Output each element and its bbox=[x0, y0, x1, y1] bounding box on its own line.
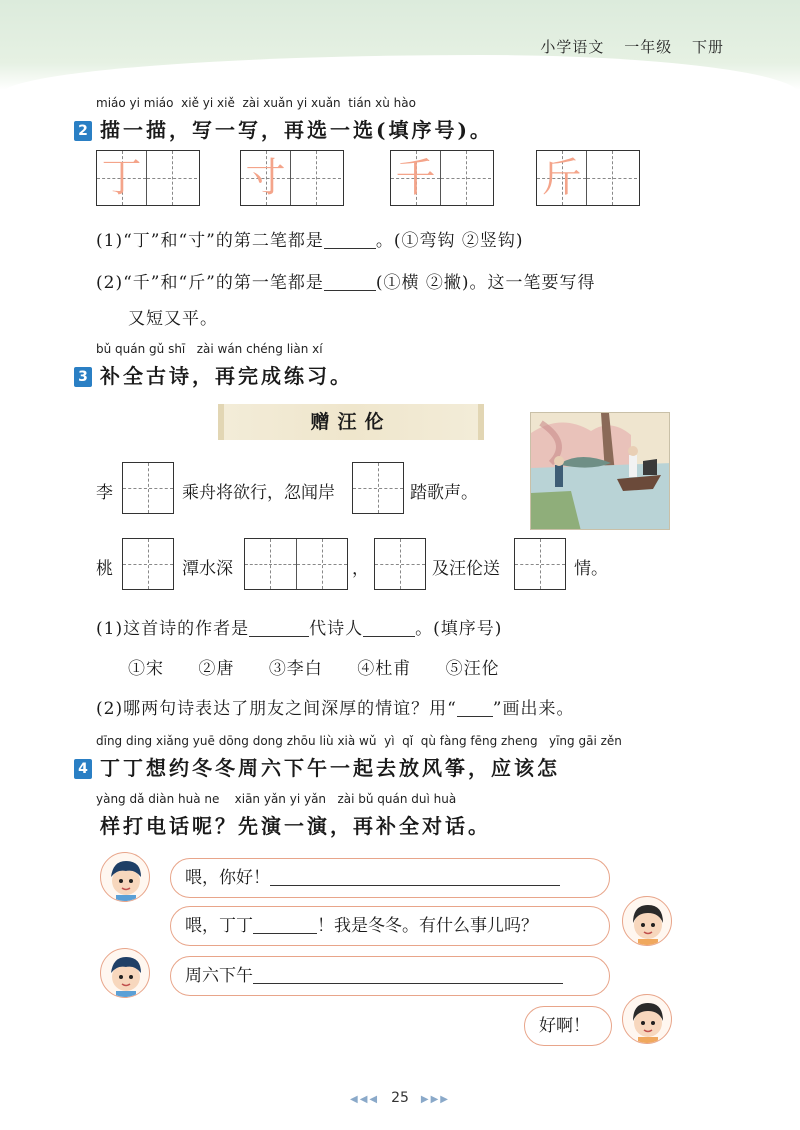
poem-blank-4[interactable] bbox=[244, 538, 348, 590]
tracing-grid-4[interactable] bbox=[536, 150, 640, 206]
dongdong-avatar-1 bbox=[622, 896, 672, 946]
q3-title-text: 补全古诗，再完成练习。 bbox=[100, 364, 353, 388]
poem-blank-6[interactable] bbox=[514, 538, 566, 590]
dialog-3-blank[interactable] bbox=[253, 966, 563, 984]
dialog-bubble-3: 周六下午 bbox=[170, 956, 610, 996]
q3-item-1-blank-2[interactable] bbox=[363, 619, 415, 637]
trace-char-4: 斤 bbox=[541, 155, 582, 201]
poem-line1-char-a: 李 bbox=[96, 483, 113, 503]
q4-pinyin-2: yàng dǎ diàn huà ne xiān yǎn yi yǎn zài bǔ quán duì huà bbox=[96, 792, 457, 806]
dialog-1-blank[interactable] bbox=[270, 868, 560, 886]
option-3: ③李白 bbox=[268, 659, 323, 679]
grade-label: 一年级 bbox=[624, 38, 673, 56]
q4-title-1 bbox=[74, 752, 560, 781]
dialog-bubble-4: 好啊！ bbox=[524, 1006, 612, 1046]
q3-title bbox=[74, 360, 353, 389]
q3-number-badge: 3 bbox=[74, 367, 92, 387]
book-info bbox=[526, 36, 724, 57]
poem-line2-text-e: 情。 bbox=[574, 559, 608, 579]
page-number: 25 bbox=[391, 1090, 409, 1106]
option-5: ⑤汪伦 bbox=[445, 659, 500, 679]
dialog-bubble-2: 喂，丁丁 ！我是冬冬。有什么事儿吗？ bbox=[170, 906, 610, 946]
dingding-avatar-2 bbox=[100, 948, 150, 998]
q2-item-1-blank[interactable] bbox=[324, 231, 376, 249]
tracing-grid-2[interactable] bbox=[240, 150, 344, 206]
page-footer bbox=[0, 1090, 800, 1106]
poem-blank-5[interactable] bbox=[374, 538, 426, 590]
poem-line2-text-b: 潭水深 bbox=[182, 559, 233, 579]
dongdong-avatar-2 bbox=[622, 994, 672, 1044]
q3-item-1-blank-1[interactable] bbox=[249, 619, 309, 637]
dingding-avatar-1 bbox=[100, 852, 150, 902]
q3-item-2: (2)哪两句诗表达了朋友之间深厚的情谊？用“ ”画出来。 bbox=[96, 699, 575, 719]
poem-line1-text-c: 踏歌声。 bbox=[410, 483, 478, 503]
poem-illustration bbox=[530, 412, 670, 530]
option-2: ②唐 bbox=[198, 659, 235, 679]
poem-blank-1[interactable] bbox=[122, 462, 174, 514]
boy-face-icon bbox=[101, 853, 150, 902]
girl-face-icon bbox=[623, 995, 672, 1044]
q3-pinyin: bǔ quán gǔ shī zài wán chéng liàn xí bbox=[96, 342, 323, 356]
q3-item-2-underline-sample bbox=[457, 699, 493, 717]
q2-pinyin: miáo yi miáo xiě yi xiě zài xuǎn yi xuǎn tián xù hào bbox=[96, 96, 416, 110]
option-1: ①宋 bbox=[128, 659, 164, 679]
right-arrows-icon: ▶▶▶ bbox=[420, 1094, 450, 1105]
trace-char-1: 丁 bbox=[101, 155, 142, 201]
girl-face-icon bbox=[623, 897, 672, 946]
q4-pinyin-1: dīng ding xiǎng yuē dōng dong zhōu liù xià wǔ yì qǐ qù fàng fēng zheng yīng gāi zěn bbox=[96, 734, 622, 748]
volume-label: 下册 bbox=[691, 38, 724, 56]
q2-number-badge: 2 bbox=[74, 121, 92, 141]
poem-title: 赠汪伦 bbox=[218, 404, 484, 440]
dialog-bubble-1: 喂，你好！ bbox=[170, 858, 610, 898]
poem-line2-text-d: 及汪伦送 bbox=[432, 559, 500, 579]
q3-options bbox=[128, 654, 500, 679]
q2-title-text: 描一描，写一写，再选一选(填序号)。 bbox=[100, 118, 493, 142]
q2-item-2-blank[interactable] bbox=[324, 273, 376, 291]
left-arrows-icon: ◀◀◀ bbox=[350, 1094, 380, 1105]
q4-title-2: 样打电话呢？先演一演，再补全对话。 bbox=[100, 814, 491, 838]
tracing-grid-3[interactable] bbox=[390, 150, 494, 206]
q4-title-1-text: 丁丁想约冬冬周六下午一起去放风筝，应该怎 bbox=[100, 756, 560, 780]
dialog-2-blank[interactable] bbox=[253, 916, 317, 934]
q4-number-badge: 4 bbox=[74, 759, 92, 779]
q2-item-2: (2)“千”和“斤”的第一笔都是 (①横 ②撇)。这一笔要写得 bbox=[96, 273, 596, 293]
boy-face-icon bbox=[101, 949, 150, 998]
q2-title bbox=[74, 114, 493, 143]
q3-item-1: (1)这首诗的作者是 代诗人 。(填序号) bbox=[96, 619, 503, 639]
boat-farewell-illustration bbox=[531, 413, 670, 530]
trace-char-3: 千 bbox=[395, 155, 436, 201]
trace-char-2: 寸 bbox=[245, 155, 286, 201]
subject-label: 小学语文 bbox=[540, 38, 605, 56]
q2-item-2-cont: 又短又平。 bbox=[128, 309, 218, 329]
q2-item-1: (1)“丁”和“寸”的第二笔都是 。(①弯钩 ②竖钩) bbox=[96, 231, 524, 251]
poem-line1-text-b: 乘舟将欲行，忽闻岸 bbox=[182, 483, 335, 503]
option-4: ④杜甫 bbox=[357, 659, 412, 679]
poem-blank-2[interactable] bbox=[352, 462, 404, 514]
poem-line2-char-a: 桃 bbox=[96, 559, 113, 579]
poem-line2-comma: ， bbox=[352, 559, 369, 579]
tracing-grid-1[interactable] bbox=[96, 150, 200, 206]
poem-blank-3[interactable] bbox=[122, 538, 174, 590]
